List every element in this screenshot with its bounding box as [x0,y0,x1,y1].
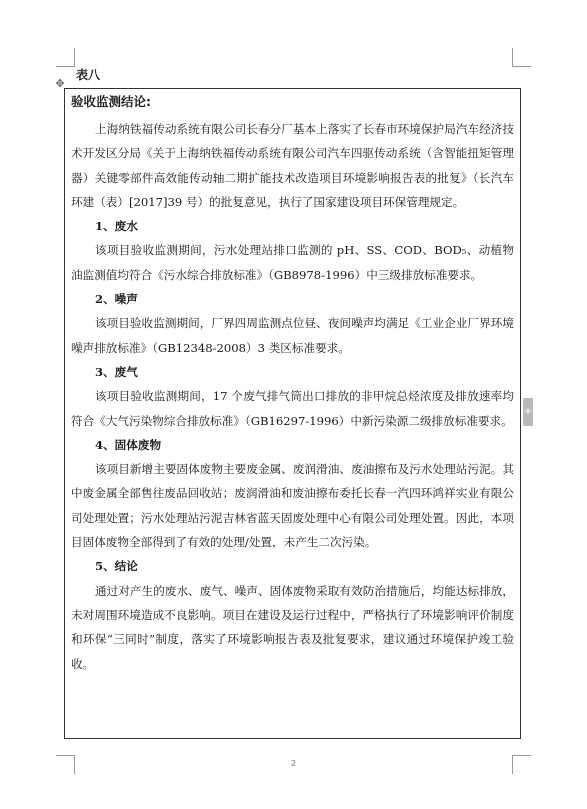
section-heading-exhaust-gas: 3、废气 [95,364,138,379]
conclusion-table [64,88,521,739]
section-heading-noise: 2、噪声 [95,292,138,307]
page-corner-mark-top-left [56,48,75,67]
page-number: 2 [290,759,297,768]
section-body-conclusion: 通过对产生的废水、废气、噪声、固体废物采取有效防治措施后，均能达标排放，未对周围环境造成不良影响。项目在建设及运行过程中，严格执行了环境影响评价制度和环保“三同时”制度，落实了环境影响报告表及批复要求，建议通过环境保护竣工验收。 [71,583,514,671]
table-label: 表八 [76,68,101,82]
section-body-solid-waste: 该项目新增主要固体废物主要废金属、废润滑油、废油擦布及污水处理站污泥。其中废金属全部售往废品回收站；废润滑油和废油擦布委托长春一汽四环鸿祥实业有限公司处理处置；污水处理站污泥吉林省蓝天固废处理中心有限公司处理处置。因此，本项目固体废物全部得到了有效的处理/处置，未产生二次污染。 [71,462,514,550]
section-heading-conclusion: 5、结论 [95,559,138,574]
move-cross-icon[interactable]: ✥ [55,77,65,90]
section-body-wastewater: 该项目验收监测期间，污水处理站排口监测的 pH、SS、COD、BOD₅、动植物油监测值均符合《污水综合排放标准》（GB8978-1996）中三级排放标准要求。 [71,243,514,282]
section-heading-wastewater: 1、废水 [95,219,138,234]
page-corner-mark-top-right [512,48,531,67]
plus-icon[interactable]: + [523,398,533,426]
intro-paragraph: 上海纳铁福传动系统有限公司长春分厂基本上落实了长春市环境保护局汽车经济技术开发区分局《关于上海纳铁福传动系统有限公司汽车四驱传动系统（含智能扭矩管理器）关键零部件高效能传动轴二期扩能技术改造项目环境影响报告表的批复》（长汽车环建（表）[2017]39 号）的批复意见，执行了国家建设项目环保管理规定。 [71,122,514,209]
section-body-exhaust-gas: 该项目验收监测期间，17 个废气排气筒出口排放的非甲烷总烃浓度及排放速率均符合《大气污染物综合排放标准》（GB16297-1996）中新污染源二级排放标准要求。 [71,389,514,428]
section-body-noise: 该项目验收监测期间，厂界四周监测点位昼、夜间噪声均满足《工业企业厂界环境噪声排放标准》（GB12348-2008）3 类区标准要求。 [71,316,514,355]
section-heading-solid-waste: 4、固体废物 [95,437,162,452]
conclusion-title: 验收监测结论: [71,94,151,109]
conclusion-cell[interactable] [65,89,520,676]
